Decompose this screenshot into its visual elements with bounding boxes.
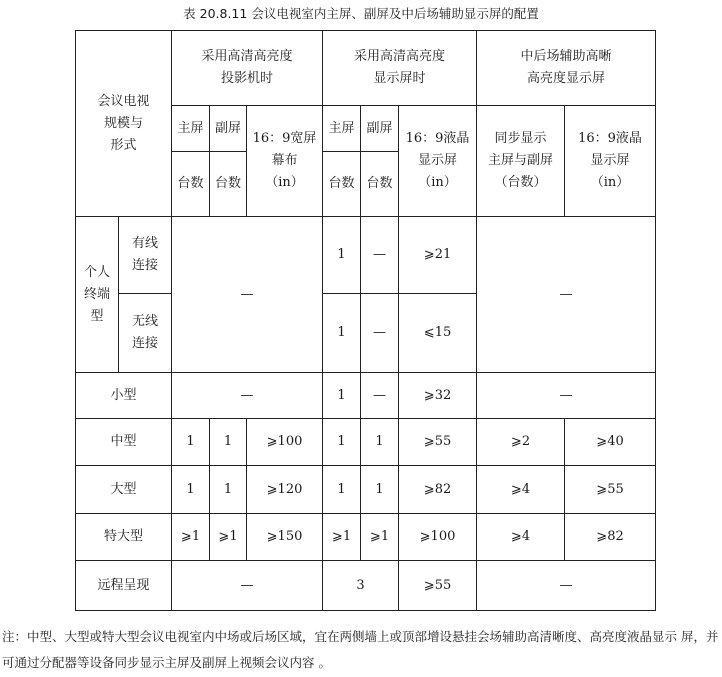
table-note: 注：中型、大型或特大型会议电视室内中场或后场区域，宜在两侧墙上或顶部增设悬挂会场辅助高清晰度、高亮度液晶显示 屏，并可通过分配器等设备同步显示主屏及副屏上视频会议内容 。 bbox=[2, 629, 719, 670]
medium-disp-lcd: ⩾55 bbox=[399, 419, 477, 466]
wired-label: 有线 连接 bbox=[119, 217, 172, 294]
group-display-header: 采用高清高亮度 显示屏时 bbox=[323, 31, 477, 106]
large-proj-screen: ⩾120 bbox=[247, 466, 323, 514]
remote-projector: — bbox=[172, 561, 323, 611]
table-row bbox=[76, 419, 656, 466]
xlarge-aux-sync: ⩾4 bbox=[477, 514, 565, 561]
proj-sub-unit: 台数 bbox=[210, 152, 247, 217]
group-projector-header: 采用高清高亮度 投影机时 bbox=[172, 31, 323, 106]
wireless-disp-lcd: ⩽15 bbox=[399, 294, 477, 373]
table-row bbox=[76, 514, 656, 561]
personal-aux-cell: — bbox=[477, 217, 656, 373]
xlarge-proj-main: ⩾1 bbox=[172, 514, 210, 561]
medium-label: 中型 bbox=[76, 419, 172, 466]
table-row bbox=[76, 373, 656, 419]
xlarge-proj-screen: ⩾150 bbox=[247, 514, 323, 561]
disp-main-header: 主屏 bbox=[323, 106, 361, 152]
table-row bbox=[76, 561, 656, 611]
medium-proj-main: 1 bbox=[172, 419, 210, 466]
large-proj-sub: 1 bbox=[210, 466, 247, 514]
small-aux: — bbox=[477, 373, 656, 419]
group-aux-header: 中后场辅助高晰 高亮度显示屏 bbox=[477, 31, 656, 106]
xlarge-aux-lcd: ⩾82 bbox=[565, 514, 656, 561]
aux-sync-header: 同步显示 主屏与副屏 （台数） bbox=[477, 106, 565, 217]
wired-disp-lcd: ⩾21 bbox=[399, 217, 477, 294]
wired-disp-sub: — bbox=[361, 217, 399, 294]
disp-sub-header: 副屏 bbox=[361, 106, 399, 152]
medium-proj-screen: ⩾100 bbox=[247, 419, 323, 466]
wired-disp-main: 1 bbox=[323, 217, 361, 294]
medium-aux-lcd: ⩾40 bbox=[565, 419, 656, 466]
table-title: 表 20.8.11 会议电视室内主屏、副屏及中后场辅助显示屏的配置 bbox=[183, 6, 539, 21]
personal-label: 个人 终端 型 bbox=[76, 217, 119, 373]
wireless-disp-main: 1 bbox=[323, 294, 361, 373]
large-disp-main: 1 bbox=[323, 466, 361, 514]
disp-lcd-header: 16：9液晶 显示屏 （in） bbox=[399, 106, 477, 217]
config-table bbox=[75, 30, 656, 611]
table-row bbox=[76, 217, 656, 294]
medium-disp-sub: 1 bbox=[361, 419, 399, 466]
xlarge-label: 特大型 bbox=[76, 514, 172, 561]
large-disp-sub: 1 bbox=[361, 466, 399, 514]
table-row bbox=[76, 466, 656, 514]
remote-label: 远程呈现 bbox=[76, 561, 172, 611]
small-label: 小型 bbox=[76, 373, 172, 419]
row-header-cell: 会议电视 规模与 形式 bbox=[76, 31, 172, 217]
proj-sub-header: 副屏 bbox=[210, 106, 247, 152]
xlarge-disp-lcd: ⩾100 bbox=[399, 514, 477, 561]
disp-main-unit: 台数 bbox=[323, 152, 361, 217]
proj-main-header: 主屏 bbox=[172, 106, 210, 152]
proj-screen-header: 16：9宽屏 幕布 （in） bbox=[247, 106, 323, 217]
large-disp-lcd: ⩾82 bbox=[399, 466, 477, 514]
large-aux-sync: ⩾4 bbox=[477, 466, 565, 514]
medium-aux-sync: ⩾2 bbox=[477, 419, 565, 466]
small-disp-sub: — bbox=[361, 373, 399, 419]
remote-disp-units: 3 bbox=[323, 561, 399, 611]
disp-sub-unit: 台数 bbox=[361, 152, 399, 217]
large-proj-main: 1 bbox=[172, 466, 210, 514]
xlarge-disp-sub: ⩾1 bbox=[361, 514, 399, 561]
small-projector: — bbox=[172, 373, 323, 419]
medium-disp-main: 1 bbox=[323, 419, 361, 466]
proj-main-unit: 台数 bbox=[172, 152, 210, 217]
personal-projector-cell: — bbox=[172, 217, 323, 373]
aux-lcd-header: 16：9液晶 显示屏 （in） bbox=[565, 106, 656, 217]
large-label: 大型 bbox=[76, 466, 172, 514]
xlarge-disp-main: ⩾1 bbox=[323, 514, 361, 561]
remote-aux: — bbox=[477, 561, 656, 611]
large-aux-lcd: ⩾55 bbox=[565, 466, 656, 514]
xlarge-proj-sub: ⩾1 bbox=[210, 514, 247, 561]
wireless-disp-sub: — bbox=[361, 294, 399, 373]
small-disp-main: 1 bbox=[323, 373, 361, 419]
remote-disp-lcd: ⩾55 bbox=[399, 561, 477, 611]
wireless-label: 无线 连接 bbox=[119, 294, 172, 373]
small-disp-lcd: ⩾32 bbox=[399, 373, 477, 419]
medium-proj-sub: 1 bbox=[210, 419, 247, 466]
